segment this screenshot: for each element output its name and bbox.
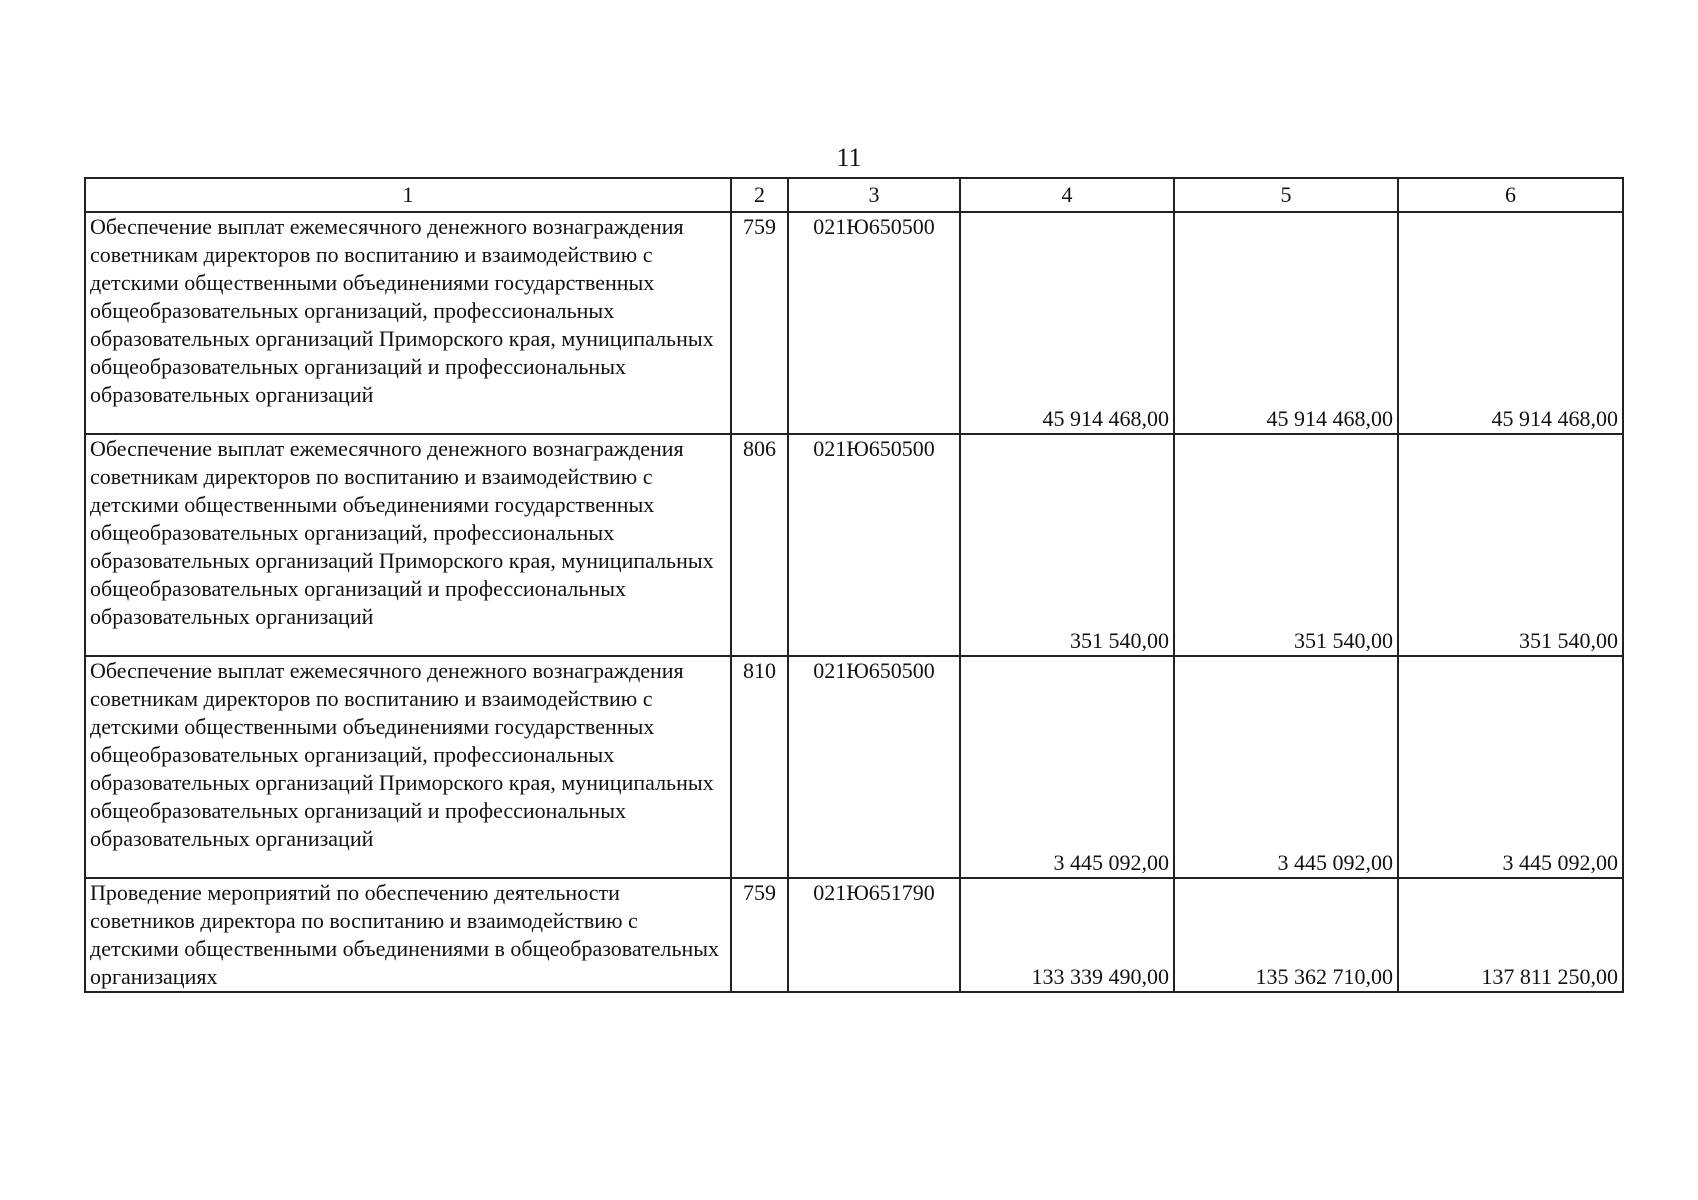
row-target-article: 021Ю650500 bbox=[788, 434, 960, 656]
table-row bbox=[85, 878, 1623, 992]
table-row bbox=[85, 656, 1623, 878]
row-department-code: 759 bbox=[731, 212, 788, 434]
column-header-6: 6 bbox=[1398, 178, 1623, 212]
row-amount-col6: 351 540,00 bbox=[1398, 434, 1623, 656]
budget-table bbox=[84, 177, 1624, 993]
row-amount-col6: 45 914 468,00 bbox=[1398, 212, 1623, 434]
page-number bbox=[0, 143, 1698, 173]
row-amount-col5: 3 445 092,00 bbox=[1174, 656, 1398, 878]
row-amount-col4: 3 445 092,00 bbox=[960, 656, 1174, 878]
row-amount-col5: 135 362 710,00 bbox=[1174, 878, 1398, 992]
row-amount-col4: 133 339 490,00 bbox=[960, 878, 1174, 992]
row-description: Обеспечение выплат ежемесячного денежного вознаграждения советникам директоров по воспитанию и взаимодействию с детскими общественными объединениями государственных общеобразовательных организаций, профессиональных образовательных организаций Приморского края, муниципальных общеобразовательных организаций и профессиональных образовательных организаций bbox=[85, 656, 731, 878]
row-department-code: 810 bbox=[731, 656, 788, 878]
table-row bbox=[85, 434, 1623, 656]
row-target-article: 021Ю650500 bbox=[788, 656, 960, 878]
column-header-1: 1 bbox=[85, 178, 731, 212]
table-row bbox=[85, 212, 1623, 434]
row-amount-col4: 45 914 468,00 bbox=[960, 212, 1174, 434]
column-header-4: 4 bbox=[960, 178, 1174, 212]
row-description: Обеспечение выплат ежемесячного денежного вознаграждения советникам директоров по воспитанию и взаимодействию с детскими общественными объединениями государственных общеобразовательных организаций, профессиональных образовательных организаций Приморского края, муниципальных общеобразовательных организаций и профессиональных образовательных организаций bbox=[85, 434, 731, 656]
row-amount-col5: 351 540,00 bbox=[1174, 434, 1398, 656]
row-amount-col4: 351 540,00 bbox=[960, 434, 1174, 656]
row-department-code: 806 bbox=[731, 434, 788, 656]
row-amount-col5: 45 914 468,00 bbox=[1174, 212, 1398, 434]
row-description: Проведение мероприятий по обеспечению деятельности советников директора по воспитанию и взаимодействию с детскими общественными объединениями в общеобразовательных организациях bbox=[85, 878, 731, 992]
page-number-text: 11 bbox=[836, 143, 862, 172]
row-amount-col6: 137 811 250,00 bbox=[1398, 878, 1623, 992]
table-header-row bbox=[85, 178, 1623, 212]
column-header-5: 5 bbox=[1174, 178, 1398, 212]
row-target-article: 021Ю651790 bbox=[788, 878, 960, 992]
row-target-article: 021Ю650500 bbox=[788, 212, 960, 434]
column-header-3: 3 bbox=[788, 178, 960, 212]
row-description: Обеспечение выплат ежемесячного денежного вознаграждения советникам директоров по воспитанию и взаимодействию с детскими общественными объединениями государственных общеобразовательных организаций, профессиональных образовательных организаций Приморского края, муниципальных общеобразовательных организаций и профессиональных образовательных организаций bbox=[85, 212, 731, 434]
column-header-2: 2 bbox=[731, 178, 788, 212]
row-amount-col6: 3 445 092,00 bbox=[1398, 656, 1623, 878]
row-department-code: 759 bbox=[731, 878, 788, 992]
